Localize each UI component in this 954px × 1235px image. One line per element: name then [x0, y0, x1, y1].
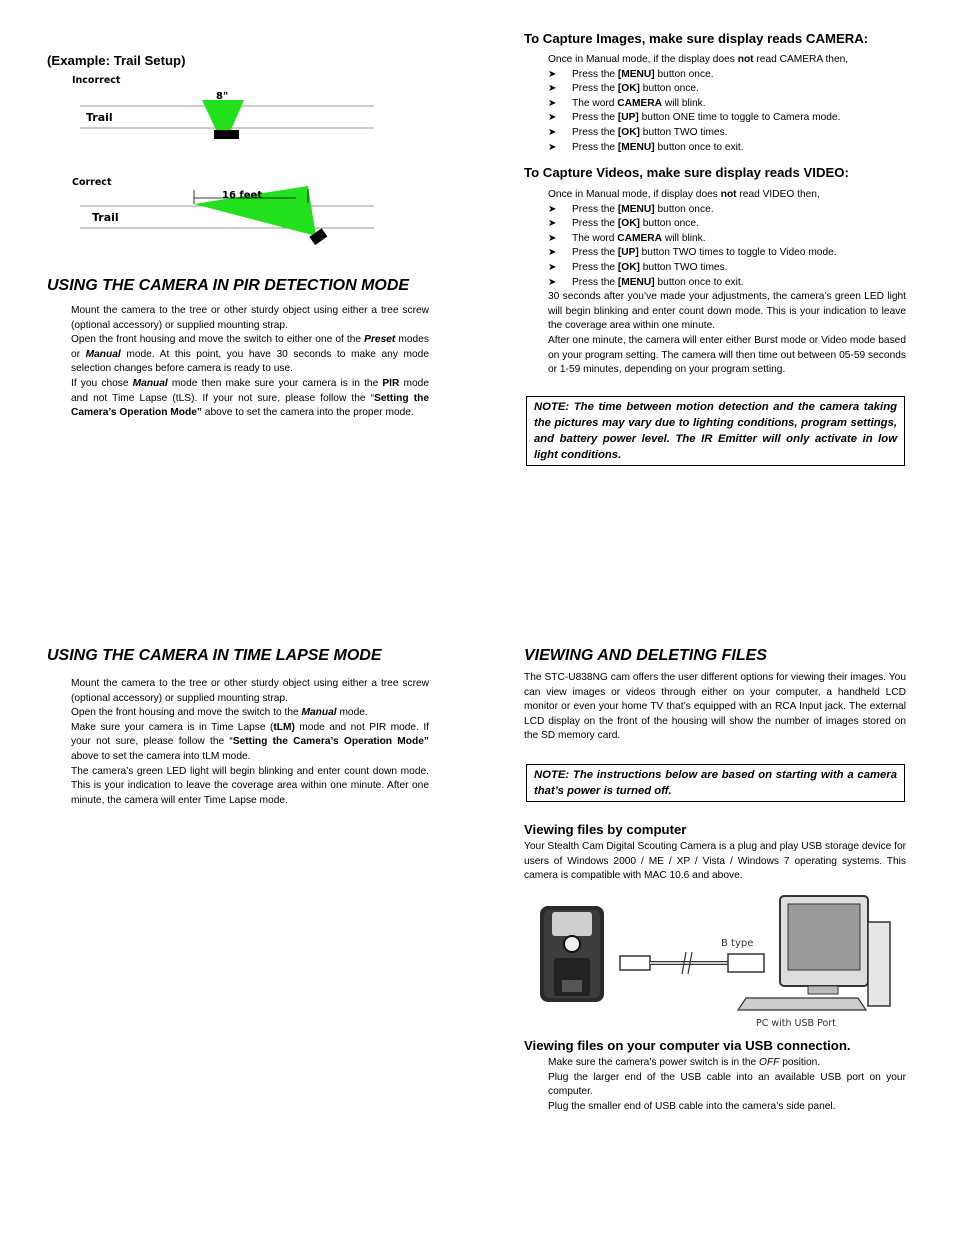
incorrect-detection-cone: [202, 100, 244, 130]
viewing-by-computer-paragraph: Your Stealth Cam Digital Scouting Camera is a plug and play USB storage device for users of Windows 2000 / ME / XP / Vista / Windows 7 operating systems. This camera is compatible with MAC 10.6 and above.: [524, 841, 906, 882]
height-label: 8": [216, 91, 229, 102]
capture-images-steps: [548, 68, 908, 156]
tl-paragraph-1: Mount the camera to the tree or other sturdy object using either a tree screw (optional accessory) or supplied mounting strap.: [71, 678, 429, 704]
arrow-bullet-icon: ➤: [548, 126, 557, 138]
incorrect-camera-block: [214, 130, 239, 139]
capture-videos-intro: Once in Manual mode, if display does not read VIDEO then,: [548, 189, 820, 200]
b-type-label: B type: [721, 938, 754, 949]
correct-label: Correct: [72, 177, 112, 188]
trail-camera-icon: [540, 906, 604, 1002]
usb-step-1: Make sure the camera’s power switch is in the OFF position.: [548, 1057, 821, 1068]
capture-videos-paragraph-1: 30 seconds after you’ve made your adjustments, the camera’s green LED light will begin blinking and enter count down mode. This is your indication to leave the coverage area within one minute.: [548, 291, 906, 332]
time-lapse-heading: USING THE CAMERA IN TIME LAPSE MODE: [47, 647, 382, 664]
capture-videos-heading: To Capture Videos, make sure display reads VIDEO:: [524, 165, 849, 180]
capture-videos-step: ➤ Press the [MENU] button once.: [548, 203, 906, 218]
trail-setup-diagram: [66, 72, 386, 252]
capture-images-step: ➤ Press the [MENU] button once to exit.: [548, 141, 908, 156]
usb-cable-icon: [620, 952, 764, 974]
capture-videos-step: ➤ Press the [MENU] button once to exit.: [548, 276, 906, 291]
viewing-intro: [524, 671, 906, 744]
tl-paragraph-2: Open the front housing and move the switch to the Manual mode.: [71, 707, 368, 719]
pc-usb-port-label: PC with USB Port: [756, 1018, 836, 1029]
note-box-power-off: NOTE: The instructions below are based on starting with a camera that’s power is turned off.: [526, 764, 905, 802]
capture-images-heading: To Capture Images, make sure display reads CAMERA:: [524, 31, 869, 46]
incorrect-trail-label: Trail: [86, 111, 113, 124]
usb-connection-illustration: [528, 892, 900, 1032]
arrow-bullet-icon: ➤: [548, 97, 557, 109]
usb-connection-heading: Viewing files on your computer via USB connection.: [524, 1038, 851, 1053]
arrow-bullet-icon: ➤: [548, 203, 557, 215]
capture-videos-step: ➤ The word CAMERA will blink.: [548, 232, 906, 247]
incorrect-label: Incorrect: [72, 75, 121, 86]
capture-videos-step: ➤ Press the [OK] button once.: [548, 217, 906, 232]
capture-videos-step: ➤ Press the [UP] button TWO times to toggle to Video mode.: [548, 246, 906, 261]
capture-images-step: ➤ Press the [UP] button ONE time to toggle to Camera mode.: [548, 111, 908, 126]
capture-videos-body: [548, 188, 906, 378]
tl-paragraph-4: The camera’s green LED light will begin blinking and enter count down mode. This is your indication to leave the coverage area within one minute. After one minute, the camera will enter Time Lapse mode.: [71, 765, 429, 806]
capture-videos-steps: [548, 203, 906, 291]
capture-videos-step: ➤ Press the [OK] button TWO times.: [548, 261, 906, 276]
viewing-paragraph: The STC-U838NG cam offers the user different options for viewing their images. You can view images or videos through either on your computer, a handheld LCD monitor or even your home TV that’s equipped with an RCA Input jack. The external LCD display on the front of the housing will show the number of images stored on the SD memory card.: [524, 672, 906, 742]
capture-images-intro: Once in Manual mode, if the display does not read CAMERA then,: [548, 54, 849, 65]
example-title: (Example: Trail Setup): [47, 53, 186, 68]
capture-images-body: [548, 53, 908, 155]
capture-images-step: ➤ The word CAMERA will blink.: [548, 97, 908, 112]
arrow-bullet-icon: ➤: [548, 141, 557, 153]
viewing-by-computer-body: [524, 840, 906, 884]
distance-label: 16 feet: [222, 190, 263, 201]
viewing-deleting-heading: VIEWING AND DELETING FILES: [524, 647, 767, 664]
viewing-by-computer-heading: Viewing files by computer: [524, 822, 687, 837]
pir-mode-heading: USING THE CAMERA IN PIR DETECTION MODE: [47, 277, 410, 294]
arrow-bullet-icon: ➤: [548, 261, 557, 273]
arrow-bullet-icon: ➤: [548, 83, 557, 95]
arrow-bullet-icon: ➤: [548, 276, 557, 288]
arrow-bullet-icon: ➤: [548, 68, 557, 80]
pir-paragraph-3: If you chose Manual mode then make sure your camera is in the PIR mode and not Time Lapse (tLS). If your not sure, please follow the “Setting the Camera’s Operation Mode” above to set the camera into the proper mode.: [71, 377, 429, 419]
pir-mode-body: [71, 304, 429, 421]
capture-images-step: ➤ Press the [OK] button TWO times.: [548, 126, 908, 141]
arrow-bullet-icon: ➤: [548, 112, 557, 124]
capture-videos-paragraph-2: After one minute, the camera will enter either Burst mode or Video mode based on your program setting. The camera will then time out between 05-59 seconds or 1-59 minutes, depending on your program setting.: [548, 334, 906, 376]
capture-images-step: ➤ Press the [OK] button once.: [548, 82, 908, 97]
pir-paragraph-2: Open the front housing and move the switch to either one of the Preset modes or Manual mode. At this point, you have 30 seconds to make any mode selection changes before camera is ready to use.: [71, 334, 429, 375]
pir-paragraph-1: Mount the camera to the tree or other sturdy object using either a tree screw (optional accessory) or supplied mounting strap.: [71, 305, 429, 331]
usb-step-2: Plug the larger end of the USB cable into an available USB port on your computer.: [548, 1071, 906, 1098]
time-lapse-body: [71, 677, 429, 808]
svg-text:⋯: ⋯: [656, 960, 664, 969]
usb-connection-body: [548, 1056, 906, 1114]
correct-trail-label: Trail: [92, 211, 119, 224]
note-box-timing: NOTE: The time between motion detection and the camera taking the pictures may vary due to lighting conditions, program settings, and battery power level. The IR Emitter will only activate in low light conditions.: [526, 396, 905, 466]
arrow-bullet-icon: ➤: [548, 247, 557, 259]
tl-paragraph-3: Make sure your camera is in Time Lapse (tLM) mode and not PIR mode. If your not sure, please follow the “Setting the Camera’s Operation Mode” above to set the camera into tLM mode.: [71, 721, 430, 762]
usb-step-3: Plug the smaller end of USB cable into the camera’s side panel.: [548, 1100, 836, 1112]
capture-images-step: ➤ Press the [MENU] button once.: [548, 68, 908, 83]
arrow-bullet-icon: ➤: [548, 218, 557, 230]
arrow-bullet-icon: ➤: [548, 232, 557, 244]
desktop-pc-icon: [738, 896, 890, 1010]
